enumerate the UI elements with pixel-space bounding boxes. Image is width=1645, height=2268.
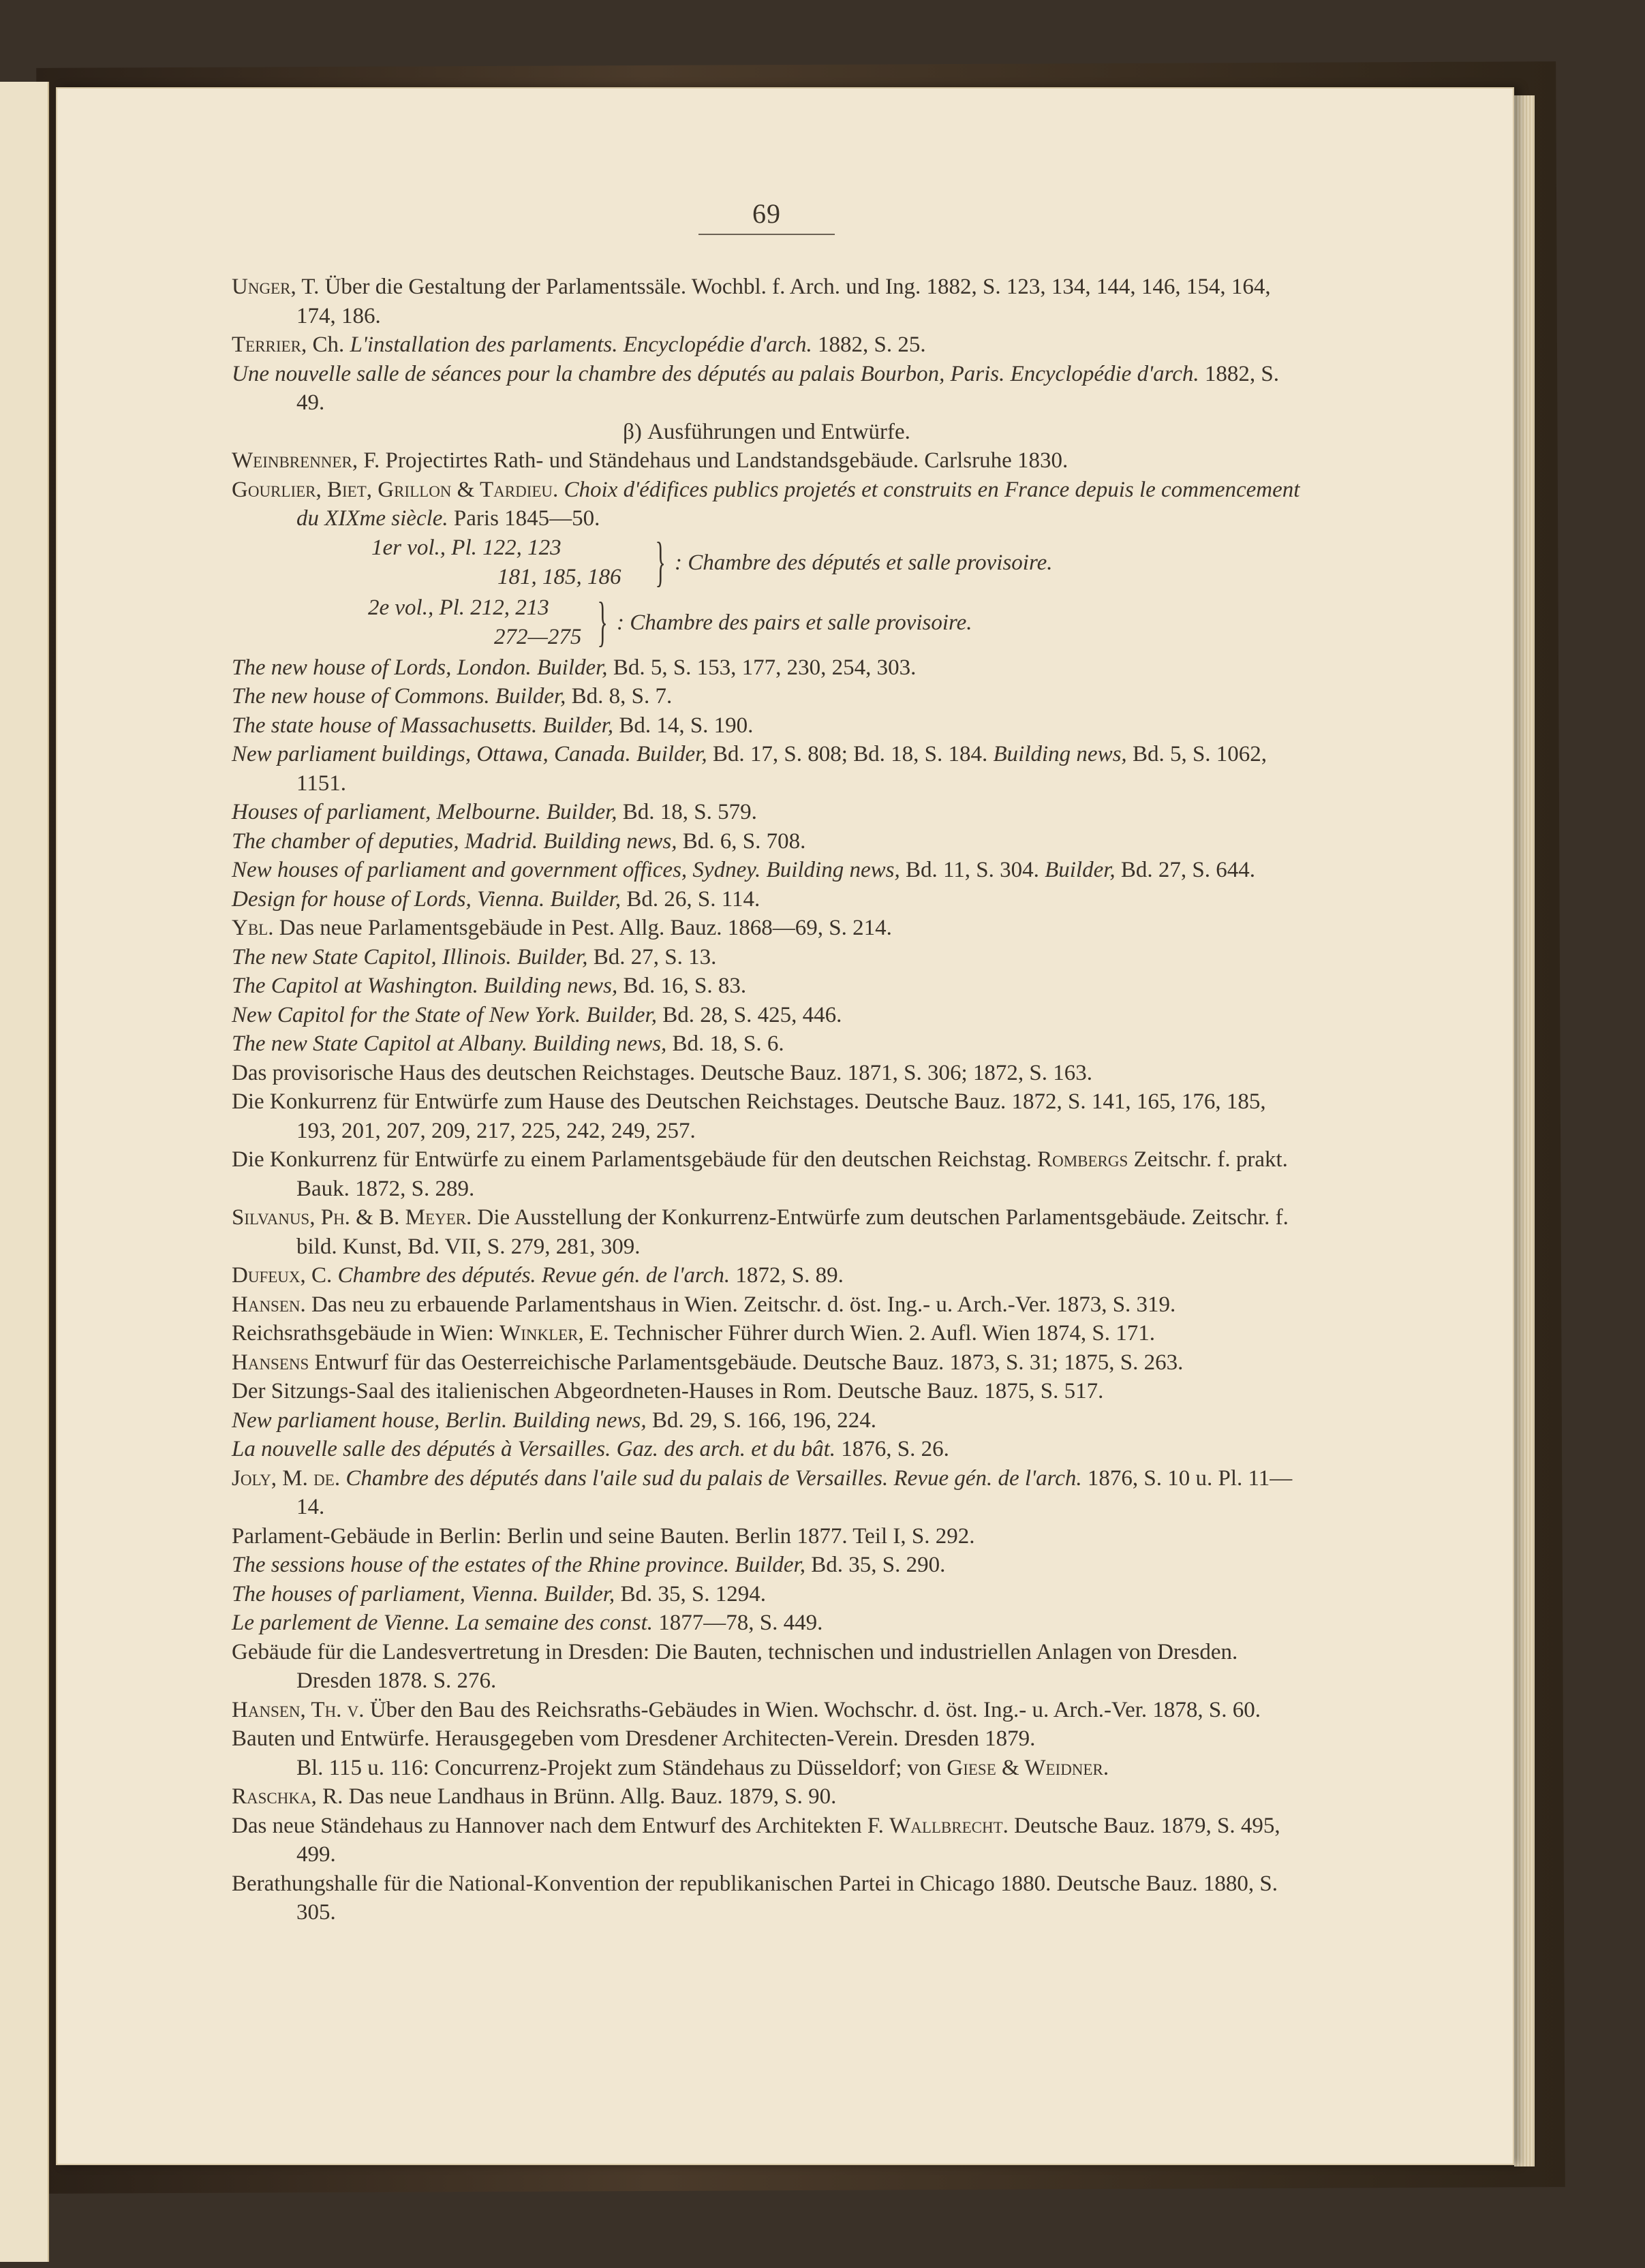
bib-entry: Terrier, Ch. L'installation des parlaments. Encyclopédie d'arch. 1882, S. 25. — [232, 332, 926, 357]
bib-entry: Le parlement de Vienne. La semaine des const. 1877—78, S. 449. — [232, 1611, 823, 1635]
bib-entry: Die Konkurrenz für Entwürfe zu einem Parlamentsgebäude für den deutschen Reichstag. Rombergs Zeitschr. f. prakt. Bauk. 1872, S. 289. — [232, 1147, 1288, 1201]
bib-entry: The new house of Commons. Builder, Bd. 8, S. 7. — [232, 684, 673, 709]
facing-page-edge — [0, 82, 49, 2262]
bib-entry: Weinbrenner, F. Projectirtes Rath- und Ständehaus und Landstandsgebäude. Carlsruhe 1830. — [232, 448, 1069, 473]
volume-line: 181, 185, 186 — [497, 564, 621, 589]
brace-glyph: } — [597, 591, 608, 652]
bib-entry: The sessions house of the estates of the Rhine province. Builder, Bd. 35, S. 290. — [232, 1553, 946, 1577]
volume-reference — [232, 593, 1302, 653]
volume-line: 2e vol., Pl. 212, 213 — [368, 595, 549, 620]
bib-entry: Gebäude für die Landesvertretung in Dresden: Die Bauten, technischen und industriellen Anlagen von Dresden. Dresden 1878. S. 276. — [232, 1639, 1238, 1693]
bib-entry: Silvanus, Ph. & B. Meyer. Die Ausstellung der Konkurrenz-Entwürfe zum deutschen Parlamentsgebäude. Zeitschr. f. bild. Kunst, Bd. VII, S. 279, 281, 309. — [232, 1205, 1289, 1259]
bib-entry: Gourlier, Biet, Grillon & Tardieu. Choix d'édifices publics projetés et construits en France depuis le commencement du XIXme siècle. Paris 1845—50. — [232, 477, 1300, 531]
bib-sub-entry: Bl. 115 u. 116: Concurrenz-Projekt zum Ständehaus zu Düsseldorf; von Giese & Weidner. — [296, 1755, 1109, 1780]
header-rule — [698, 234, 835, 235]
bib-entry: The new house of Lords, London. Builder, Bd. 5, S. 153, 177, 230, 254, 303. — [232, 655, 917, 680]
bib-entry: The new State Capitol at Albany. Building news, Bd. 18, S. 6. — [232, 1031, 784, 1056]
bib-entry: Der Sitzungs-Saal des italienischen Abgeordneten-Hauses in Rom. Deutsche Bauz. 1875, S. 517. — [232, 1379, 1104, 1403]
bib-entry: The Capitol at Washington. Building news, Bd. 16, S. 83. — [232, 974, 747, 998]
bibliography-text — [232, 273, 1302, 1927]
volume-description: : Chambre des pairs et salle provisoire. — [617, 610, 972, 635]
bib-entry: Ybl. Das neue Parlamentsgebäude in Pest. Allg. Bauz. 1868—69, S. 214. — [232, 916, 892, 940]
bib-entry: New parliament house, Berlin. Building news, Bd. 29, S. 166, 196, 224. — [232, 1408, 877, 1433]
bib-entry: La nouvelle salle des députés à Versailles. Gaz. des arch. et du bât. 1876, S. 26. — [232, 1437, 949, 1461]
bib-entry: Hansens Entwurf für das Oesterreichische Parlamentsgebäude. Deutsche Bauz. 1873, S. 31; 1875, S. 263. — [232, 1350, 1184, 1375]
page-stack-edge — [1514, 95, 1535, 2166]
bib-entry: Raschka, R. Das neue Landhaus in Brünn. Allg. Bauz. 1879, S. 90. — [232, 1784, 837, 1809]
bib-entry: Reichsrathsgebäude in Wien: Winkler, E. Technischer Führer durch Wien. 2. Aufl. Wien 1874, S. 171. — [232, 1321, 1155, 1346]
bib-entry: Die Konkurrenz für Entwürfe zum Hause des Deutschen Reichstages. Deutsche Bauz. 1872, S. 141, 165, 176, 185, 193, 201, 207, 209, 217, 225, 242, 249, 257. — [232, 1089, 1266, 1143]
bib-entry: Hansen. Das neu zu erbauende Parlamentshaus in Wien. Zeitschr. d. öst. Ing.- u. Arch.-Ver. 1873, S. 319. — [232, 1292, 1176, 1317]
bib-entry: Hansen, Th. v. Über den Bau des Reichsraths-Gebäudes in Wien. Wochschr. d. öst. Ing.- u. Arch.-Ver. 1878, S. 60. — [232, 1697, 1261, 1722]
section-heading: β) Ausführungen und Entwürfe. — [623, 419, 910, 444]
bib-entry: Das neue Ständehaus zu Hannover nach dem Entwurf des Architekten F. Wallbrecht. Deutsche Bauz. 1879, S. 495, 499. — [232, 1813, 1280, 1867]
bib-entry: Berathungshalle für die National-Konvention der republikanischen Partei in Chicago 1880. Deutsche Bauz. 1880, S. 305. — [232, 1871, 1278, 1925]
bib-entry: Une nouvelle salle de séances pour la chambre des députés au palais Bourbon, Paris. Encyclopédie d'arch. 1882, S. 49. — [232, 361, 1280, 415]
bib-entry: Design for house of Lords, Vienna. Builder, Bd. 26, S. 114. — [232, 886, 760, 912]
bib-entry: Joly, M. de. Chambre des députés dans l'aile sud du palais de Versailles. Revue gén. de l'arch. 1876, S. 10 u. Pl. 11—14. — [232, 1465, 1293, 1519]
bib-entry: The chamber of deputies, Madrid. Building news, Bd. 6, S. 708. — [232, 828, 806, 854]
brace-glyph: } — [655, 531, 666, 592]
bib-entry: Dufeux, C. Chambre des députés. Revue gén. de l'arch. 1872, S. 89. — [232, 1263, 844, 1288]
bib-entry: Das provisorische Haus des deutschen Reichstages. Deutsche Bauz. 1871, S. 306; 1872, S. 163. — [232, 1060, 1092, 1085]
bib-entry: The state house of Massachusetts. Builder, Bd. 14, S. 190. — [232, 713, 754, 738]
bib-entry: New parliament buildings, Ottawa, Canada. Builder, Bd. 17, S. 808; Bd. 18, S. 184. Building news, Bd. 5, S. 1062, 1151. — [232, 742, 1267, 796]
volume-line: 272—275 — [494, 624, 582, 649]
bib-entry: The new State Capitol, Illinois. Builder, Bd. 27, S. 13. — [232, 944, 717, 969]
bib-entry: New Capitol for the State of New York. Builder, Bd. 28, S. 425, 446. — [232, 1002, 842, 1027]
bib-entry: Parlament-Gebäude in Berlin: Berlin und seine Bauten. Berlin 1877. Teil I, S. 292. — [232, 1523, 975, 1549]
bib-entry: Unger, T. Über die Gestaltung der Parlamentssäle. Wochbl. f. Arch. und Ing. 1882, S. 123, 134, 144, 146, 154, 164, 174, 186. — [232, 275, 1271, 328]
volume-line: 1er vol., Pl. 122, 123 — [371, 535, 562, 560]
bib-entry: Houses of parliament, Melbourne. Builder, Bd. 18, S. 579. — [232, 800, 757, 824]
bib-entry: Bauten und Entwürfe. Herausgegeben vom Dresdener Architecten-Verein. Dresden 1879. — [232, 1726, 1036, 1751]
bib-entry: New houses of parliament and government offices, Sydney. Building news, Bd. 11, S. 304. Builder, Bd. 27, S. 644. — [232, 858, 1256, 882]
volume-description: : Chambre des députés et salle provisoire. — [675, 550, 1053, 575]
bib-entry: The houses of parliament, Vienna. Builder, Bd. 35, S. 1294. — [232, 1581, 767, 1606]
volume-reference — [232, 533, 1302, 593]
page-header — [698, 198, 835, 235]
page-number: 69 — [752, 198, 781, 229]
